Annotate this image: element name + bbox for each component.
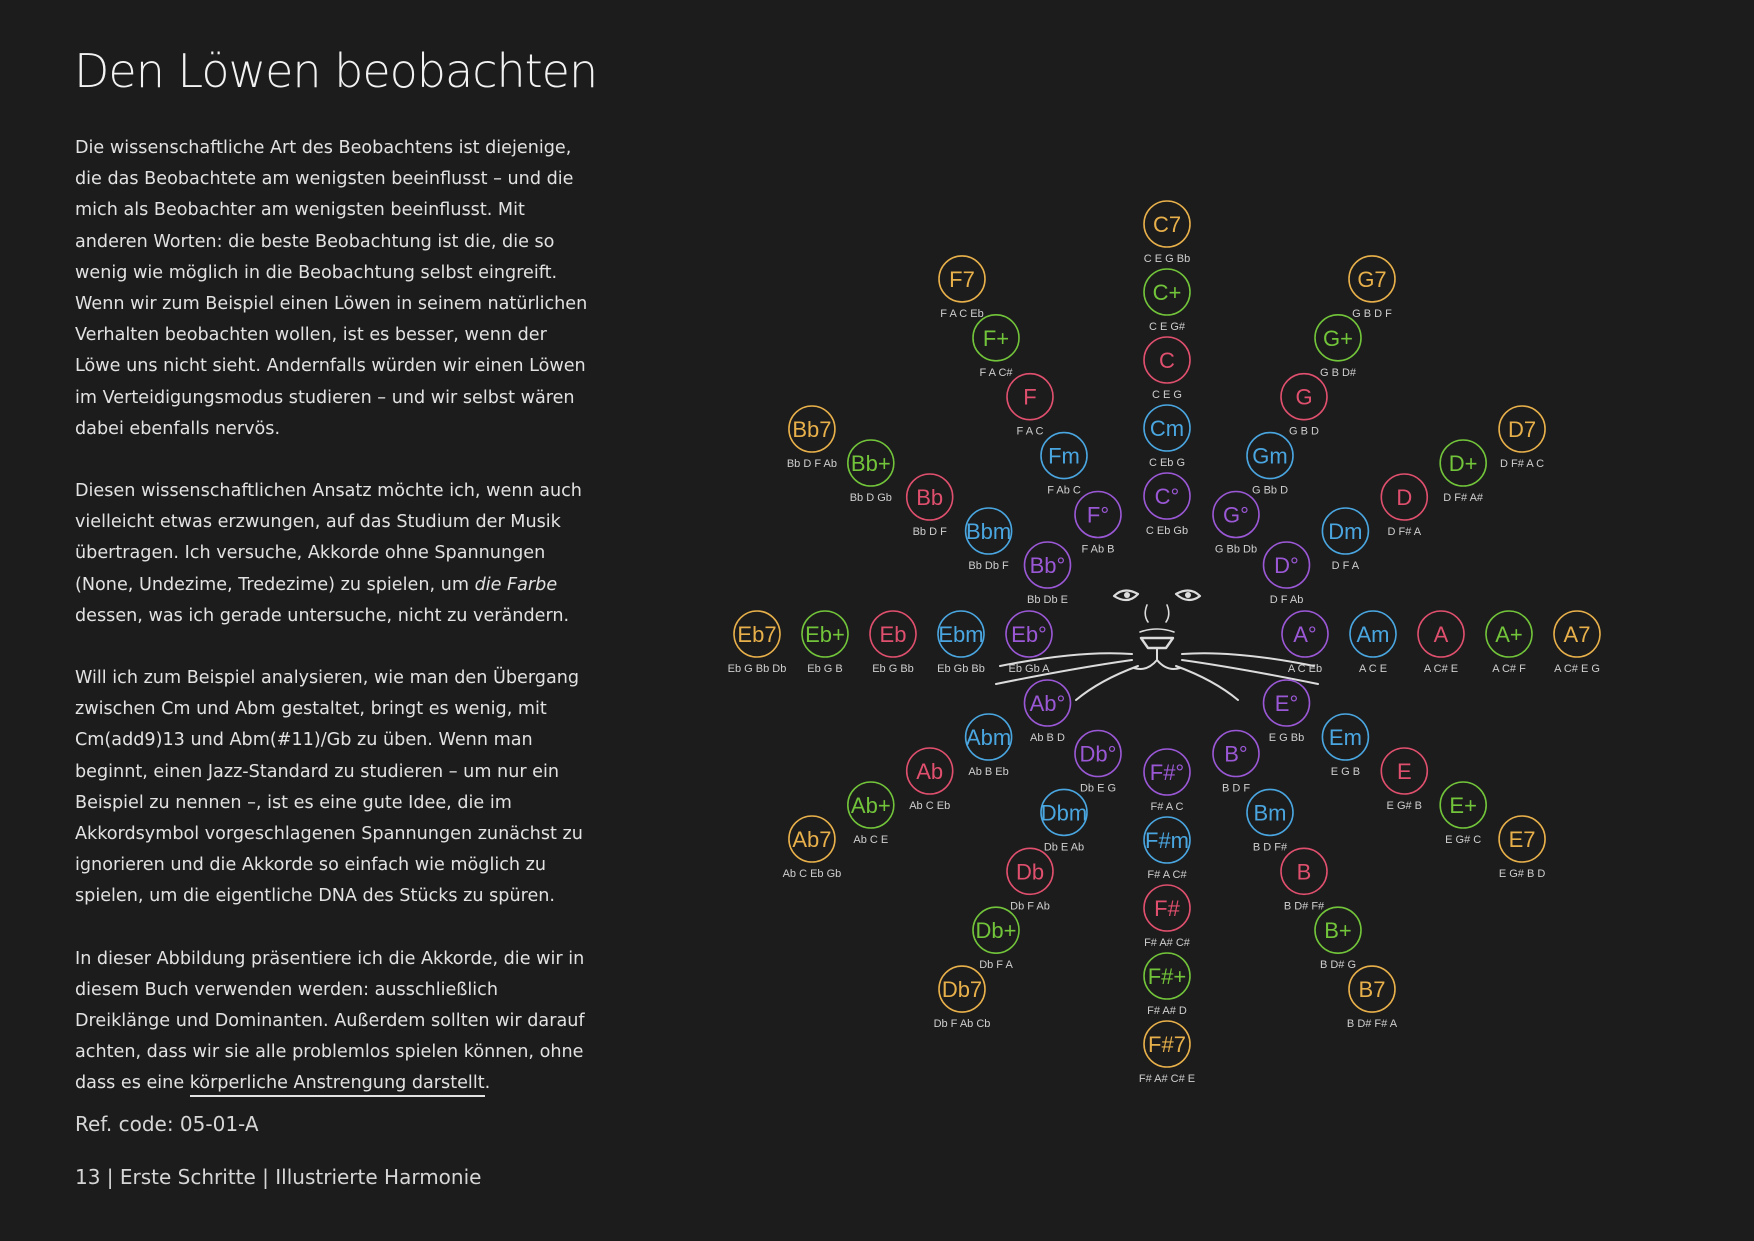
chord-name: F+: [982, 325, 1010, 351]
chord-name: Bb°: [1029, 553, 1066, 578]
chord-d: [1381, 474, 1427, 538]
chord-name: E7: [1508, 827, 1536, 852]
chord-notes: E G# C: [1445, 834, 1482, 846]
chord-notes: G Bb D: [1251, 484, 1289, 497]
chord-name: E°: [1274, 691, 1299, 716]
chord-name: A+: [1495, 622, 1523, 647]
chord-notes: D F# A#: [1443, 492, 1484, 504]
chord-dbm: [1041, 789, 1087, 853]
chord-name: Eb°: [1011, 622, 1047, 647]
chord-c-dim: [1144, 473, 1190, 537]
italic-phrase: die Farbe: [474, 574, 558, 595]
chord-notes: C Eb G: [1148, 457, 1186, 469]
chord-name: Bbm: [965, 519, 1012, 544]
paragraph-example: Will ich zum Beispiel analysieren, wie man den Übergang zwischen Cm und Abm gestaltet, bringt es wenig, mit Cm(add9)13 und Abm(#11)/Gb zu üben. Wenn man beginnt, einen Jazz-Standard zu studieren – um nur ein Beispiel zu nennen –, ist es eine gute Idee, die im Akkordsymbol vorgeschlagenen Spannungen zunächst zu ignorieren und die Akkorde so einfach wie möglich zu spielen, um die eigentliche DNA des Stücks zu spüren.: [75, 668, 583, 907]
paragraph-approach-end: dessen, was ich gerade untersuche, nicht zu verändern.: [75, 605, 570, 626]
chord-name: Dbm: [1040, 800, 1088, 826]
paragraph-lion: Wenn wir zum Beispiel einen Löwen in seinem natürlichen Verhalten beobachten wollen, ist es besser, wenn der Löwe uns nicht sieht. Andernfalls würden wir einen Löwen im Verteidigungsmodus studieren – und wir selbst wären dabei ebenfalls nervös.: [75, 294, 588, 439]
chord-d-dim: [1264, 542, 1310, 606]
chord-g7: [1349, 256, 1395, 320]
chord-name: Dm: [1328, 519, 1363, 544]
chord-e-aug: [1440, 782, 1486, 846]
chord-notes: G Bb Db: [1214, 543, 1258, 556]
chord-notes: F# A C#: [1147, 869, 1187, 881]
chord-name: C7: [1152, 212, 1182, 237]
chord-notes: Ab B Eb: [968, 766, 1009, 778]
chord-name: A: [1433, 622, 1449, 647]
chord-notes: Ab C E: [853, 834, 889, 846]
chord-name: Bb7: [792, 417, 832, 442]
chord-name: F°: [1086, 502, 1110, 528]
chord-name: F#m: [1145, 828, 1189, 853]
chord-name: Db7: [941, 977, 983, 1003]
chord-a-dim: [1282, 611, 1328, 675]
chord-name: Bb+: [850, 451, 891, 476]
chord-f7: [939, 256, 985, 320]
chord-b: [1281, 848, 1327, 912]
chord-db-aug: [973, 907, 1019, 971]
chord-eb7: [728, 611, 787, 675]
chord-name: F#°: [1149, 760, 1185, 785]
chord-a7: [1554, 611, 1600, 675]
chord-f-aug: [973, 315, 1019, 379]
chord-c7: [1144, 201, 1190, 265]
chord-name: F#: [1154, 896, 1180, 921]
chord-g-dim: [1213, 491, 1259, 555]
chord-em: [1322, 714, 1368, 778]
chord-notes: Ab C Eb Gb: [782, 868, 842, 880]
chord-name: C: [1159, 348, 1175, 373]
chord-notes: E G# B D: [1498, 868, 1546, 880]
chord-name: Gm: [1252, 443, 1288, 469]
chord-f-sharp-aug: [1144, 953, 1190, 1017]
chord-b7: [1347, 966, 1398, 1030]
paragraph-figure-text: In dieser Abbildung präsentiere ich die Akkorde, die wir in diesem Buch verwenden werden: ausschließlich Dreiklänge und Dominanten. Außerdem sollten wir darauf achten, dass wir sie alle problemlos spielen können, ohne dass es eine: [75, 948, 585, 1094]
chord-notes: F# A# D: [1147, 1005, 1187, 1017]
chord-name: F: [1023, 384, 1037, 410]
chord-eb-dim: [1006, 611, 1052, 675]
chord-bb-dim: [1024, 542, 1070, 606]
chord-notes: Bb D Gb: [849, 492, 892, 504]
chord-bb-aug: [848, 440, 894, 504]
chord-notes: Db E Ab: [1043, 841, 1085, 854]
chord-name: G°: [1223, 502, 1249, 528]
chord-bb: [907, 474, 953, 538]
chord-name: Ebm: [938, 622, 984, 647]
chord-notes: C E G Bb: [1143, 253, 1191, 265]
chord-name: G+: [1323, 325, 1353, 351]
chord-name: B°: [1224, 741, 1248, 767]
chord-notes: Eb G Bb: [872, 663, 914, 675]
chord-bbm: [966, 508, 1012, 572]
chord-c-aug: [1144, 269, 1190, 333]
chord-fm: [1041, 433, 1087, 497]
chord-notes: G B D F: [1352, 307, 1392, 320]
chord-dm: [1322, 508, 1368, 572]
chord-notes: F# A C: [1150, 801, 1184, 813]
chord-e7: [1499, 816, 1546, 880]
chord-name: Db: [1015, 859, 1045, 885]
chord-db: [1007, 848, 1053, 912]
chord-name: Ab+: [850, 793, 891, 818]
chord-notes: F# A# C# E: [1138, 1073, 1196, 1085]
chord-db7: [934, 966, 991, 1030]
chord-notes: Bb D F: [912, 526, 947, 538]
chord-notes: F A C#: [979, 366, 1013, 379]
chord-name: F7: [949, 266, 975, 292]
chord-d-aug: [1440, 440, 1486, 504]
chord-name: Am: [1356, 622, 1390, 647]
chord-name: Db+: [975, 918, 1017, 944]
chord-cm: [1144, 405, 1190, 469]
chord-c: [1144, 337, 1190, 401]
chord-notes: F Ab C: [1047, 484, 1081, 497]
chord-notes: Db F A: [979, 959, 1013, 972]
chord-name: Db°: [1079, 741, 1117, 767]
chord-bb7: [787, 406, 837, 470]
chord-notes: G B D: [1289, 425, 1319, 438]
chord-wheel-diagram: [700, 180, 1700, 1100]
chord-f-dim: [1075, 491, 1121, 555]
page-footer: 13 | Erste Schritte | Illustrierte Harmonie: [75, 1165, 482, 1189]
chord-name: Bm: [1253, 800, 1287, 826]
chord-notes: Eb Gb Bb: [937, 663, 985, 675]
chord-notes: A C# E G: [1554, 663, 1600, 675]
chord-name: Abm: [965, 725, 1012, 750]
chord-notes: D F A: [1331, 560, 1360, 572]
chord-notes: D F# A C: [1500, 458, 1545, 470]
chord-notes: Eb G B: [807, 663, 843, 675]
paragraph-approach: [75, 476, 595, 632]
chord-name: D+: [1448, 451, 1478, 476]
chord-abm: [966, 714, 1012, 778]
paragraph-figure-end: .: [484, 1073, 491, 1094]
chord-notes: B D# F#: [1283, 900, 1325, 913]
ref-code: Ref. code: 05-01-A: [75, 1112, 259, 1136]
chord-name: Bb: [916, 485, 944, 510]
chord-name: B+: [1324, 918, 1352, 944]
chord-ab7: [783, 816, 842, 880]
chord-f: [1007, 374, 1053, 438]
chord-ab: [907, 748, 953, 812]
chord-ab-dim: [1024, 680, 1070, 744]
chord-notes: Bb D F Ab: [786, 458, 837, 470]
chord-notes: Db F Ab: [1010, 900, 1050, 913]
chord-notes: F# A# C#: [1144, 937, 1190, 949]
chord-name: Eb7: [737, 622, 777, 647]
chord-f-sharp7: [1139, 1021, 1195, 1085]
chord-eb: [870, 611, 916, 675]
chord-notes: Bb Db E: [1027, 594, 1068, 606]
chord-b-dim: [1213, 731, 1259, 795]
chord-ebm: [937, 611, 985, 675]
chord-name: Ab: [916, 759, 944, 784]
chord-name: B: [1296, 859, 1312, 885]
chord-name: B7: [1358, 977, 1386, 1003]
chord-notes: A C# E: [1423, 663, 1459, 675]
chord-a: [1418, 611, 1464, 675]
chord-notes: Eb Gb A: [1008, 663, 1050, 675]
chord-g-aug: [1315, 315, 1361, 379]
chord-b-aug: [1315, 907, 1361, 971]
chord-name: Cm: [1149, 416, 1185, 441]
chord-notes: D F Ab: [1269, 594, 1304, 606]
chord-name: Eb: [879, 622, 907, 647]
chord-notes: G B D#: [1319, 366, 1357, 379]
chord-name: A°: [1293, 622, 1317, 647]
chord-notes: Ab C Eb: [909, 800, 951, 812]
chord-name: Eb+: [805, 622, 845, 647]
chord-name: C°: [1154, 484, 1180, 509]
chord-notes: Ab B D: [1030, 732, 1065, 744]
chord-notes: Eb G Bb Db: [727, 663, 787, 675]
chord-notes: B D F: [1221, 782, 1251, 795]
chord-notes: Db E G: [1079, 782, 1117, 795]
chord-name: E+: [1449, 793, 1477, 818]
chord-notes: Db F Ab Cb: [933, 1018, 991, 1031]
chord-db-dim: [1075, 731, 1121, 795]
chord-d7: [1499, 406, 1545, 470]
chord-notes: C E G: [1152, 389, 1182, 401]
chord-notes: E G# B: [1386, 800, 1423, 812]
paragraph-figure: [75, 944, 595, 1100]
chord-f-sharp: [1144, 885, 1191, 949]
chord-notes: C E G#: [1148, 321, 1186, 333]
chord-f-sharpm: [1144, 817, 1190, 881]
chord-notes: Bb Db F: [968, 560, 1009, 572]
chord-notes: E G Bb: [1268, 732, 1305, 744]
chord-notes: F A C Eb: [940, 307, 984, 320]
chord-notes: A C Eb: [1287, 663, 1323, 675]
chord-name: Em: [1328, 725, 1362, 750]
chord-circles: [728, 201, 1600, 1085]
chord-notes: D F# A: [1387, 526, 1422, 538]
chord-ab-aug: [848, 782, 894, 846]
chord-am: [1350, 611, 1396, 675]
chord-notes: F A C: [1016, 425, 1044, 438]
chord-notes: B D# G: [1319, 959, 1357, 972]
chord-e-dim: [1264, 680, 1310, 744]
chord-notes: E G B: [1330, 766, 1361, 778]
chord-name: F#7: [1148, 1032, 1186, 1057]
chord-name: Fm: [1048, 443, 1080, 469]
chord-notes: B D# F# A: [1346, 1018, 1398, 1031]
chord-name: F#+: [1147, 964, 1187, 989]
chord-notes: A C E: [1358, 663, 1388, 675]
chord-eb-aug: [802, 611, 848, 675]
chord-notes: A C# F: [1492, 663, 1526, 675]
chord-e: [1381, 748, 1427, 812]
chord-name: Ab°: [1029, 691, 1066, 716]
chord-f-sharp-dim: [1144, 749, 1190, 813]
chord-name: G: [1295, 384, 1313, 410]
chord-notes: F Ab B: [1081, 543, 1115, 556]
chord-notes: B D F#: [1252, 841, 1288, 854]
underlined-phrase: körperliche Anstrengung darstellt: [190, 1073, 485, 1097]
chord-name: D7: [1508, 417, 1537, 442]
chord-name: E: [1396, 759, 1412, 784]
chord-name: C+: [1152, 280, 1182, 305]
chord-bm: [1247, 789, 1293, 853]
body-text: [75, 133, 595, 1100]
chord-a-aug: [1486, 611, 1532, 675]
paragraph-observation: Die wissenschaftliche Art des Beobachtens ist diejenige, die das Beobachtete am wenigsten beeinflusst – und die mich als Beobachter am wenigsten beeinflusst. Mit anderen Worten: die beste Beobachtung ist die, die so wenig wie möglich in die Beobachtung selbst eingreift.: [75, 138, 574, 283]
chord-name: G7: [1357, 266, 1387, 292]
chord-g: [1281, 374, 1327, 438]
chord-notes: C Eb Gb: [1145, 525, 1189, 537]
chord-name: D°: [1274, 553, 1299, 578]
chord-name: A7: [1563, 622, 1591, 647]
chord-name: Ab7: [792, 827, 832, 852]
paragraph-approach-text: Diesen wissenschaftlichen Ansatz möchte ich, wenn auch vielleicht etwas erzwungen, auf das Studium der Musik übertragen. Ich versuche, Akkorde ohne Spannungen (None, Undezime, Tredezime) zu spielen, um: [75, 481, 582, 595]
chord-name: D: [1396, 485, 1413, 510]
page-title: Den Löwen beobachten: [74, 44, 598, 98]
chord-gm: [1247, 433, 1293, 497]
